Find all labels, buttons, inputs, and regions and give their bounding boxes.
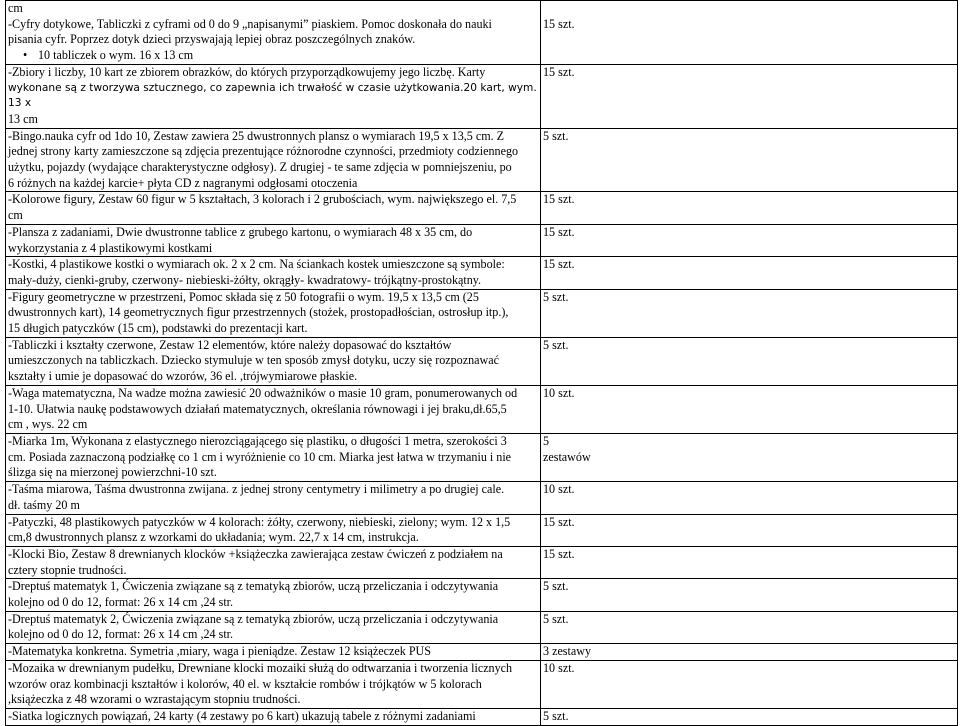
description-line: -Klocki Bio, Zestaw 8 drewnianych klocków +książeczka zawierająca zestaw ćwiczeń z podziałem na	[8, 546, 503, 561]
quantity-value: 5 szt.	[543, 611, 569, 626]
item-description	[6, 433, 541, 481]
description-line: pisania cyfr. Poprzez dotyk dzieci przyswajają lepiej obraz poszczególnych znaków.	[8, 32, 416, 47]
item-description	[6, 337, 541, 385]
table-row	[6, 660, 958, 708]
item-description	[6, 64, 541, 128]
description-line: -Plansza z zadaniami, Dwie dwustronne tablice z grubego kartonu, o wymiarach 48 x 35 cm, do	[8, 224, 473, 239]
table-row	[6, 289, 958, 337]
table-row	[6, 385, 958, 433]
item-quantity	[541, 192, 958, 224]
description-line: wykorzystania z 4 plastikowymi kostkami	[8, 240, 213, 255]
description-line: -Zbiory i liczby, 10 kart ze zbiorem obrazków, do których przyporządkowujemy jego liczbę. Karty	[8, 64, 486, 79]
description-line: ,książeczka z 48 wzorami o wzrastającym stopniu trudności.	[8, 692, 301, 707]
quantity-value: 3 zestawy	[543, 644, 592, 659]
description-line: cztery stopnie trudności.	[8, 562, 127, 577]
table-row	[6, 433, 958, 481]
table-row	[6, 482, 958, 514]
description-line: wykonane są z tworzywa sztucznego, co zapewnia ich trwałość w czasie użytkowania.20 kart, wym. 13 x	[8, 81, 537, 110]
item-quantity	[541, 385, 958, 433]
quantity-value: 15 szt.	[543, 546, 575, 561]
item-description	[6, 224, 541, 256]
item-description	[6, 257, 541, 289]
table-row	[6, 708, 958, 725]
table-row	[6, 337, 958, 385]
quantity-value: 15 szt.	[543, 514, 575, 529]
description-line: kolejno od 0 do 12, format: 26 x 14 cm ,24 str.	[8, 627, 234, 642]
item-quantity	[541, 128, 958, 192]
quantity-value: 5 szt.	[543, 708, 569, 723]
description-line: użytku, pojazdy (wydające charakterystyczne odgłosy). Z drugiej - te same zdjęcia w pomniejszeniu, po	[8, 160, 512, 175]
item-quantity	[541, 546, 958, 578]
quantity-value: 15 szt.	[543, 16, 575, 31]
description-line: -Kostki, 4 plastikowe kostki o wymiarach ok. 2 x 2 cm. Na ściankach kostek umieszczone są symbole:	[8, 257, 505, 272]
description-line: 1-10. Ułatwia naukę podstawowych działań matematycznych, określania równowagi i jej braku,dł.65,5	[8, 401, 507, 416]
table-row	[6, 257, 958, 289]
item-description	[6, 546, 541, 578]
item-description	[6, 644, 541, 661]
table-row	[6, 192, 958, 224]
item-quantity	[541, 257, 958, 289]
items-table-body	[6, 1, 958, 726]
description-line: -Siatka logicznych powiązań, 24 karty (4 zestawy po 6 kart) ukazują tabele z różnymi zadaniami	[8, 708, 476, 723]
item-description	[6, 289, 541, 337]
description-line: -Taśma miarowa, Taśma dwustronna zwijana. z jednej strony centymetry i milimetry a po drugiej cale.	[8, 482, 505, 497]
item-quantity	[541, 611, 958, 643]
table-row	[6, 644, 958, 661]
description-line: ślizga się na mierzonej powierzchni-10 szt.	[8, 465, 217, 480]
item-quantity	[541, 708, 958, 725]
bullet-item: • 10 tabliczek o wym. 16 x 13 cm	[8, 48, 539, 64]
quantity-value: 10 szt.	[543, 660, 575, 675]
description-line: -Dreptuś matematyk 1, Ćwiczenia związane są z tematyką zbiorów, uczą przeliczania i odczytywania	[8, 579, 499, 594]
description-line: 15 długich patyczków (15 cm), podstawki do prezentacji kart.	[8, 321, 308, 336]
item-quantity	[541, 289, 958, 337]
item-quantity	[541, 337, 958, 385]
description-line: -Bingo.nauka cyfr od 1do 10, Zestaw zawiera 25 dwustronnych plansz o wymiarach 19,5 x 13,5 cm. Z	[8, 128, 505, 143]
document-page	[5, 0, 957, 726]
description-line: jednej strony karty zamieszczone są zdjęcia prezentujące różnorodne czynności, przedmioty codziennego	[8, 144, 519, 159]
description-line: cm , wys. 22 cm	[8, 417, 88, 432]
description-line: -Mozaika w drewnianym pudełku, Drewniane klocki mozaiki służą do odtwarzania i tworzenia licznych	[8, 660, 513, 675]
item-description	[6, 708, 541, 725]
item-quantity	[541, 644, 958, 661]
table-row	[6, 64, 958, 128]
quantity-value: 15 szt.	[543, 192, 575, 207]
description-line: -Tabliczki i kształty czerwone, Zestaw 12 elementów, które należy dopasować do kształtów	[8, 337, 452, 352]
description-line: dł. taśmy 20 m	[8, 497, 80, 512]
description-line: -Matematyka konkretna. Symetria ,miary, waga i pieniądze. Zestaw 12 książeczek PUS	[8, 644, 432, 659]
description-line: -Dreptuś matematyk 2, Ćwiczenia związane są z tematyką zbiorów, uczą przeliczania i odczytywania	[8, 611, 499, 626]
item-quantity	[541, 224, 958, 256]
description-line: kształty i umie je dopasować do wzorów, 36 el. ,trójwymiarowe płaskie.	[8, 369, 358, 384]
item-description	[6, 128, 541, 192]
quantity-value: 5 szt.	[543, 337, 569, 352]
item-description	[6, 514, 541, 546]
quantity-value: 15 szt.	[543, 257, 575, 272]
description-line: -Miarka 1m, Wykonana z elastycznego nierozciągającego się plastiku, o długości 1 metra, szerokości 3	[8, 433, 507, 448]
description-line: cm. Posiada zaznaczoną podziałkę co 1 cm i wyróżnienie co 10 cm. Miarka jest łatwa w trzymaniu i nie	[8, 449, 512, 464]
description-line: -Patyczki, 48 plastikowych patyczków w 4 kolorach: żółty, czerwony, niebieski, zielony; wym. 12 x 1,5	[8, 514, 511, 529]
quantity-value: 10 szt.	[543, 385, 575, 400]
item-quantity	[541, 514, 958, 546]
table-row	[6, 546, 958, 578]
item-quantity	[541, 1, 958, 65]
description-line: 6 różnych na każdej karcie+ płyta CD z nagranymi odgłosami otoczenia	[8, 175, 358, 190]
item-description	[6, 579, 541, 611]
items-table	[5, 0, 958, 726]
item-quantity	[541, 433, 958, 481]
table-row	[6, 1, 958, 65]
quantity-value: zestawów	[543, 449, 591, 464]
table-row	[6, 579, 958, 611]
description-line: -Cyfry dotykowe, Tabliczki z cyframi od 0 do 9 „napisanymi” piaskiem. Pomoc doskonała do nauki	[8, 16, 492, 31]
item-description	[6, 1, 541, 65]
item-quantity	[541, 64, 958, 128]
description-line: kolejno od 0 do 12, format: 26 x 14 cm ,24 str.	[8, 595, 234, 610]
description-line: wzorów oraz kombinacji kształtów i kolorów, 40 el. w kształcie rombów i trójkątów w 5 kolorach	[8, 676, 482, 691]
item-description	[6, 660, 541, 708]
description-line: cm	[8, 1, 23, 15]
spacer	[543, 1, 956, 17]
description-line: umieszczonych na tabliczkach. Dziecko stymuluje w ten sposób zmysł dotyku, uczy się rozpoznawać	[8, 353, 499, 368]
quantity-value: 5 szt.	[543, 128, 569, 143]
quantity-value: 10 szt.	[543, 482, 575, 497]
quantity-value: 5 szt.	[543, 579, 569, 594]
table-row	[6, 224, 958, 256]
quantity-value: 15 szt.	[543, 64, 575, 79]
description-line: -Figury geometryczne w przestrzeni, Pomoc składa się z 50 fotografii o wym. 19,5 x 13,5 cm (25	[8, 289, 479, 304]
item-quantity	[541, 482, 958, 514]
table-row	[6, 514, 958, 546]
description-line: -Kolorowe figury, Zestaw 60 figur w 5 kształtach, 3 kolorach i 2 grubościach, wym. największego el. 7,5	[8, 192, 517, 207]
quantity-value: 15 szt.	[543, 224, 575, 239]
item-description	[6, 385, 541, 433]
description-line: cm,8 dwustronnych plansz z wzorkami do układania; wym. 22,7 x 14 cm, instrukcja.	[8, 530, 419, 545]
item-description	[6, 611, 541, 643]
item-quantity	[541, 579, 958, 611]
item-description	[6, 192, 541, 224]
item-description	[6, 482, 541, 514]
table-row	[6, 128, 958, 192]
quantity-value: 5 szt.	[543, 289, 569, 304]
item-quantity	[541, 660, 958, 708]
quantity-value: 5	[543, 433, 550, 448]
description-line: dwustronnych kart), 14 geometrycznych figur przestrzennych (stożek, prostopadłościan, ostrosłup itp.),	[8, 305, 509, 320]
table-row	[6, 611, 958, 643]
description-line: -Waga matematyczna, Na wadze można zawiesić 20 odważników o masie 10 gram, ponumerowanych od	[8, 385, 518, 400]
description-line: 13 cm	[8, 111, 38, 126]
description-line: cm	[8, 208, 23, 223]
description-line: mały-duży, cienki-gruby, czerwony- niebieski-żółty, okrągły- kwadratowy- trójkątny-prostokątny.	[8, 272, 482, 287]
